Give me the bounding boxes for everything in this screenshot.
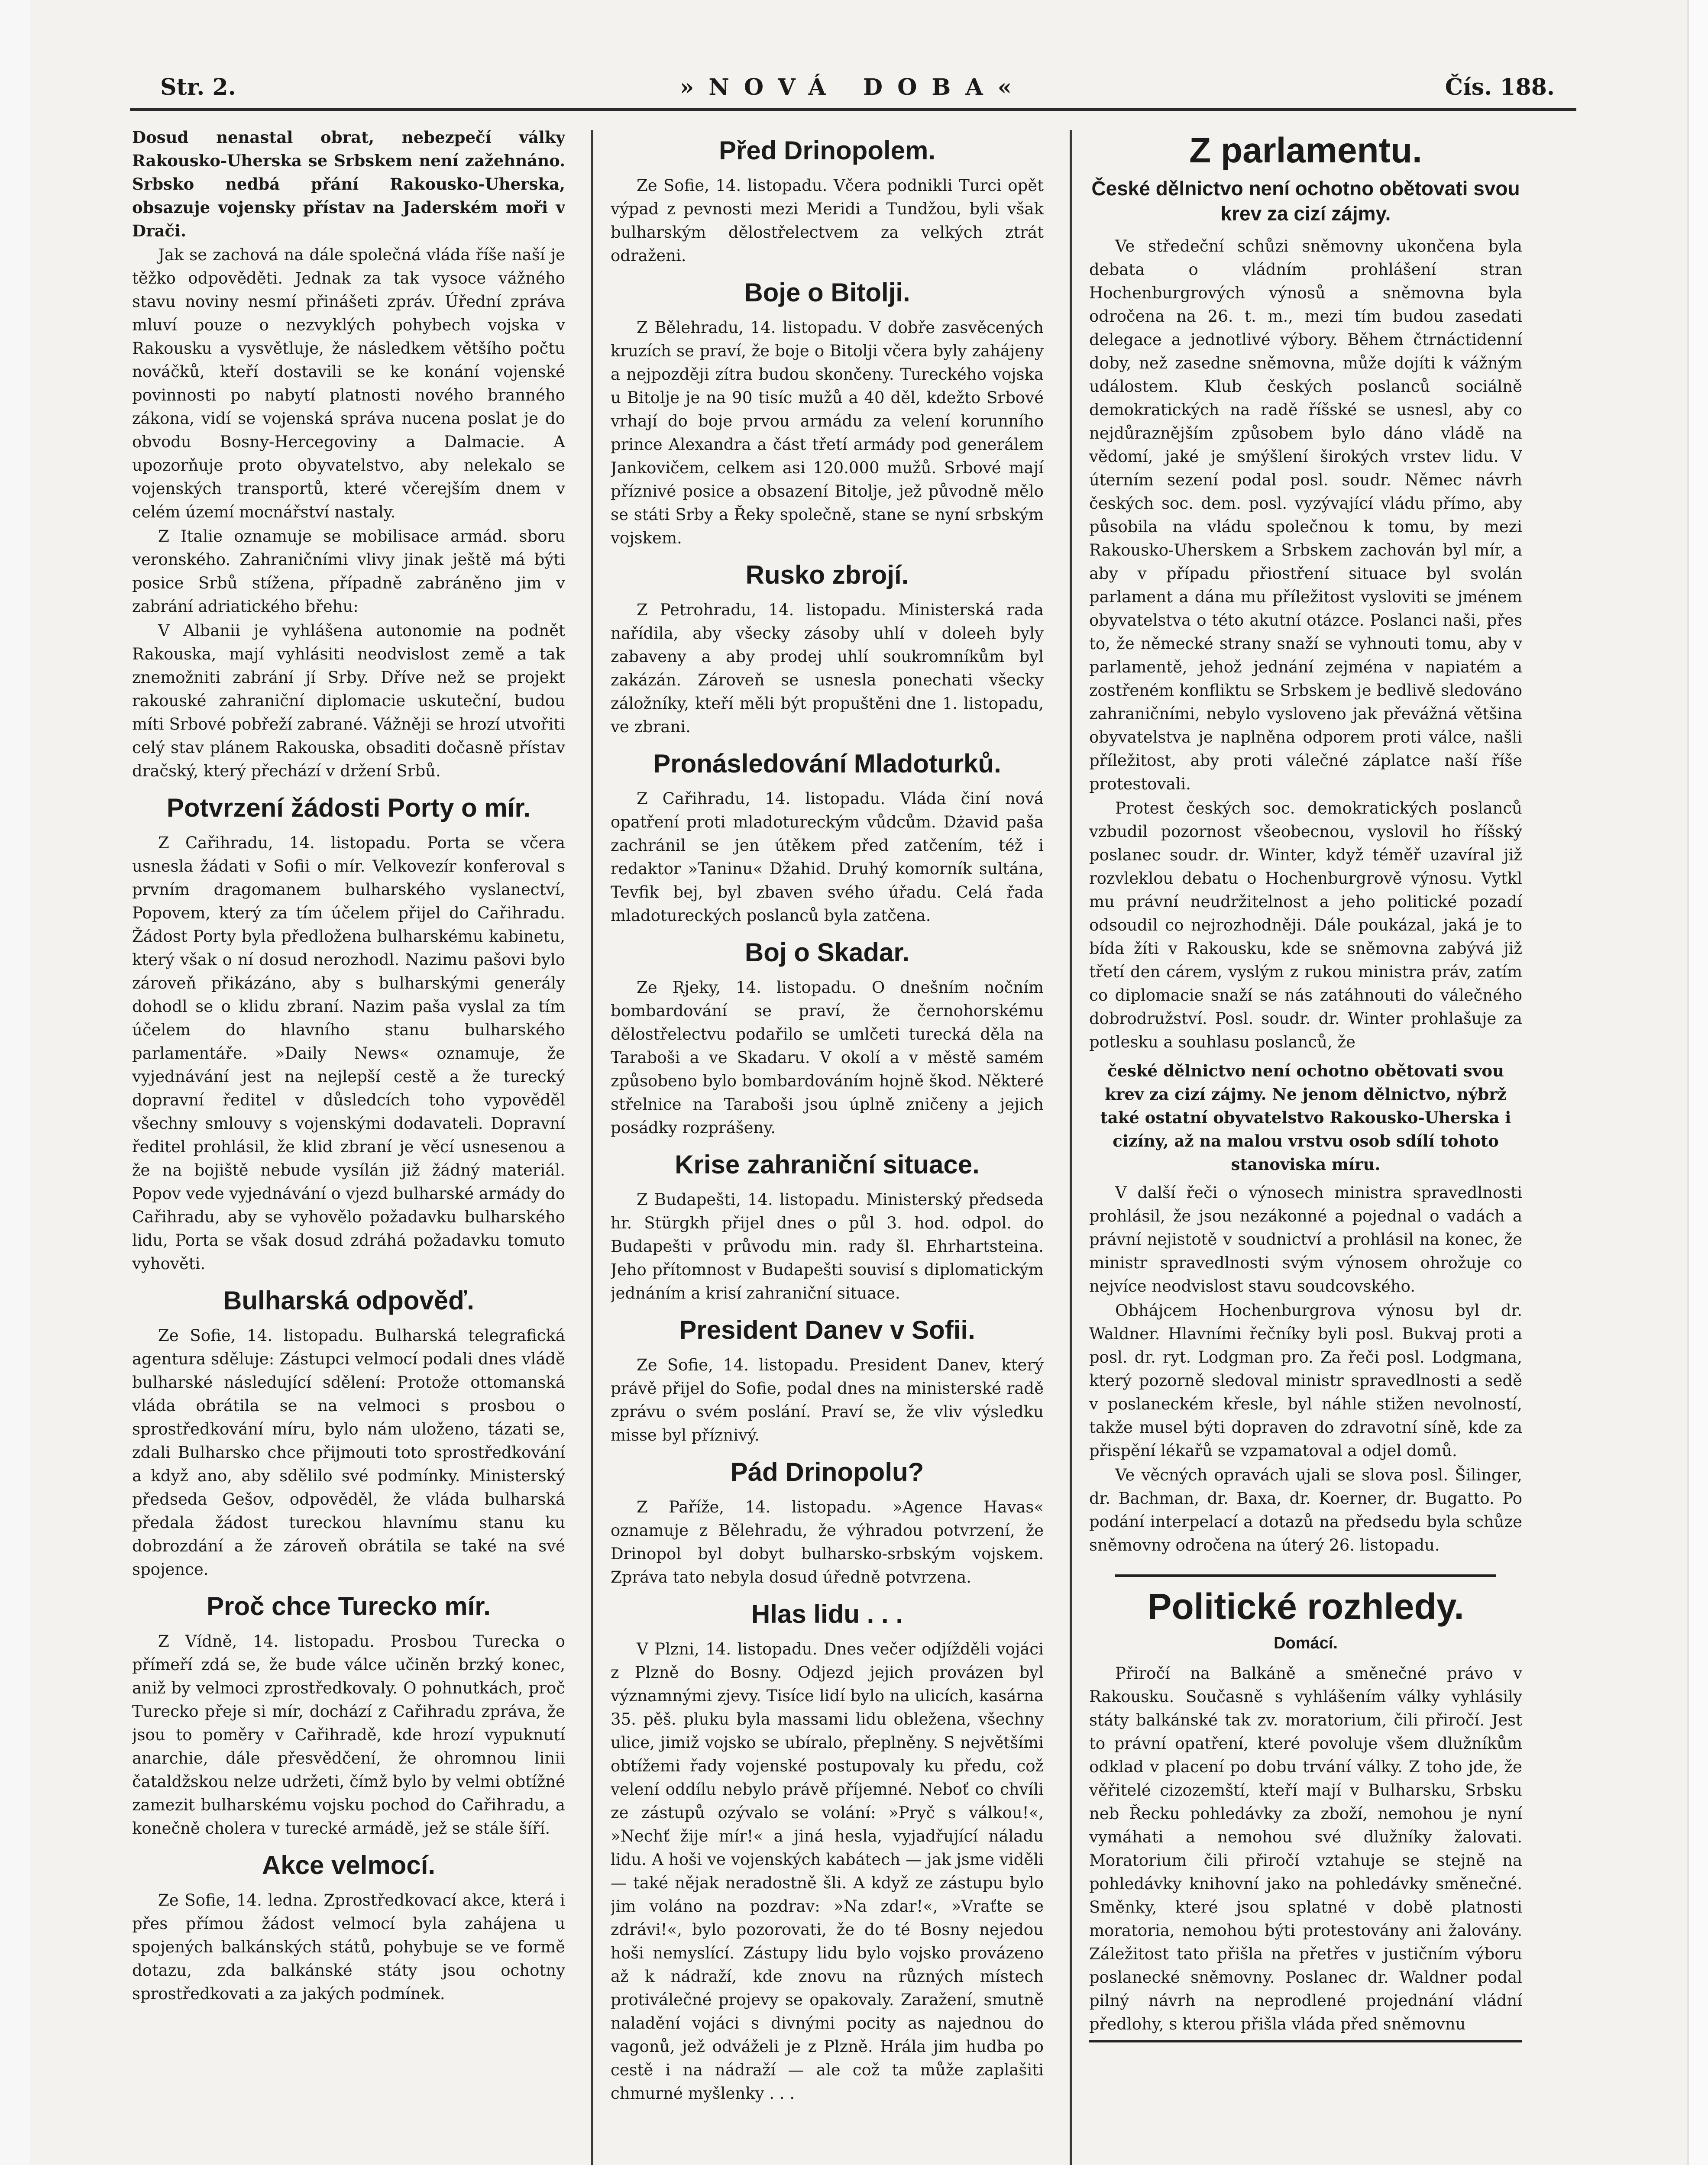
headline-hlas: Hlas lidu . . .	[751, 1600, 903, 1629]
issue-number: Čís. 188.	[1445, 74, 1555, 100]
article-paragraph: Obhájcem Hochenburgrova výnosu byl dr. Waldner. Hlavními řečníky byli posl. Bukvaj proti a posl. dr. ryt. Lodgman pro. Za řeči posl. Lodgmana, který pozorně sledoval ministr spravedlnosti a sedě v poslaneckém křesle, byl náhle stižen nevolností, takže musel býti dopraven do zdravotní síně, kde za přispění lékařů se vzpamatoval a odjel domů.	[1089, 1301, 1522, 1460]
headline-pad: Pád Drinopolu?	[730, 1457, 924, 1486]
article-paragraph: Z Vídně, 14. listopadu. Prosbou Turecka o přímeří zdá se, že bude válce učiněn brzký konec, aniž by velmoci zprostředkovaly. O pohnutkách, proč Turecko přeje si mír, dochází z Cařihradu zpráva, že jsou to poměry v Cařihradě, kde hrozí vypuknutí anarchie, dále přesvědčení, že ohromnou linii čataldžskou nelze udržeti, čímž bylo by velmi obtížné zamezit bulharskému vojsku pochod do Cařihradu, a konečně cholera v turecké armádě, jež se stále šíří.	[132, 1632, 565, 1838]
article-paragraph: V další řeči o výnosech ministra spravedlnosti prohlásil, že jsou nezákonné a pojednal o vadách a právní nejistotě v soudnictví a prohlásil na konec, že ministr spravedlnosti svým výnosem ohrožuje co nejvíce neodvislost stavu soudcovského.	[1089, 1183, 1522, 1296]
subheadline-domaci: Domácí.	[1274, 1634, 1338, 1652]
article-paragraph: Protest českých soc. demokratických poslanců vzbudil pozornost všeobecnou, vyslovil ho říšský poslanec soudr. dr. Winter, když téměř uzavíral již rozvleklou debatu o Hochenburgrově výnosu. Vytkl mu právní neudržitelnost a jeho politické pozadí odsoudil co nejrozhodněji. Dále poukázal, jaká je to bída žíti v Rakousku, kde se sněmovna zabývá již třetí den cárem, vyslým z rukou ministra práv, zatím co diplomacie snaží se nás zatáhnouti do válečného dobrodružství. Posl. soudr. dr. Winter prohlašuje za potlesku a souhlasu poslanců, že	[1089, 799, 1522, 1051]
article-paragraph: Z Cařihradu, 14. listopadu. Porta se včera usnesla žádati v Sofii o mír. Velkovezír konferoval s prvním dragomanem bulharského vyslanectví, Popovem, který za tím účelem přijel do Cařihradu. Žádost Porty byla předložena bulharskému kabinetu, který však o ní dosud nerozhodl. Nazimu pašovi bylo zároveň přikázáno, aby s bulharskými generály dohodl se o klidu zbraní. Nazim paša vyslal za tím účelem do hlavního stanu bulharského parlamentáře. »Daily News« oznamuje, že vyjednávání jest na nejlepší cestě a že turecký dopravní ředitel v důsledcích toho vypověděl všechny smlouvy s vojenskými dodavateli. Dopravní ředitel prohlásil, že klid zbraní je věcí usnesenou a že na bojiště nebude vysílán již žádný materiál. Popov vede vyjednávání o vjezd bulharské armády do Cařihradu, aby se vyhovělo požadavku bulharského lidu, Porta se však dosud zdráhá požadavku tomuto vyhověti.	[132, 834, 565, 1273]
headline-porty: Potvrzení žádosti Porty o mír.	[166, 793, 531, 822]
emphasized-paragraph: české dělnictvo není ochotno obětovati svou krev za cizí zájmy. Ne jenom dělnictvo, nýbrž také ostatní obyvatelstvo Rakousko-Uherska i cizíny, až na malou vrstvu osob sdílí tohoto stanoviska míru.	[1100, 1061, 1511, 1174]
article-paragraph: Z Italie oznamuje se mobilisace armád. sboru veronského. Zahraničními vlivy jinak ještě má býti posice Srbů stížena, případně zabráněno jim v zabrání adriatického břehu:	[132, 527, 565, 616]
article-paragraph: Z Budapešti, 14. listopadu. Ministerský předseda hr. Stürgkh přijel dnes o půl 3. hod. odpol. do Budapešti v průvodu min. rady šl. Ehrhartsteina. Jeho přítomnost v Budapešti souvisí s diplomatickým jednáním a krisí zahraniční situace.	[611, 1190, 1044, 1302]
headline-drinopol: Před Drinopolem.	[718, 136, 936, 165]
article-paragraph: Ve věcných opravách ujali se slova posl. Šilinger, dr. Bachman, dr. Baxa, dr. Koerner, dr. Bugatto. Po podání interpelací a dotazů na předsedu byla schůze sněmovny odročena na úterý 26. listopadu.	[1089, 1466, 1522, 1554]
article-paragraph: Přiročí na Balkáně a směnečné právo v Rakousku. Současně s vyhlášením války vyhlásily státy balkánské tak zv. moratorium, čili přiročí. Jest to právní opatření, které povoluje všem dlužníkům odklad v placení po dobu trvání války. Z toho jde, že věřitelé cizozemští, kteří mají v Bulharsku, Srbsku neb Řecku pohledávky za zboží, nemohou je nyní vymáhati a nemohou své dlužníky žalovati. Moratorium čili přiročí vztahuje se stejně na pohledávky knihovní jako na pohledávky směnečné. Směnky, které jsou splatné v době platnosti moratoria, nemohou býti protestovány ani žalovány. Záležitost tato přišla na přetřes v justičním výboru poslanecké sněmovny. Poslanec dr. Waldner podal pilný návrh na neprodlené projednání vládní předlohy, s kterou přišla vláda před sněmovnu	[1089, 1664, 1522, 2033]
page-header	[130, 61, 1576, 111]
headline-krise: Krise zahraniční situace.	[675, 1150, 980, 1179]
lead-paragraph: Dosud nenastal obrat, nebezpečí války Rakousko-Uherska se Srbskem není zažehnáno. Srbsko nedbá přání Rakousko-Uherska, obsazuje vojensky přístav na Jaderském moři v Drači.	[132, 128, 565, 240]
column-2	[611, 126, 1044, 2165]
article-paragraph: Ze Rjeky, 14. listopadu. O dnešním nočním bombardování se praví, že černohorskému dělostřelectvu podařilo se umlčeti turecká děla na Taraboši a ve Skadaru. V okolí a v městě samém způsobeno bylo bombardováním hojně škod. Některé střelnice na Taraboši jsou úplně zničeny a jejich posádky rozprášeny.	[611, 978, 1044, 1137]
column-3	[1089, 126, 1522, 2165]
headline-mladoturci: Pronásledování Mladoturků.	[653, 749, 1001, 778]
article-paragraph: Ze Sofie, 14. ledna. Zprostředkovací akce, která i přes přímou žádost velmocí byla zahájena u spojených balkánských států, pohybuje se ve formě dotazu, zda balkánské státy jsou ochotny sprostředkovati a za jakých podmínek.	[132, 1891, 565, 2003]
article-paragraph: Z Petrohradu, 14. listopadu. Ministerská rada nařídila, aby všecky zásoby uhlí v doleeh byly zabaveny a aby prodej uhlí soukromníkům byl zakázán. Zároveň se usnesla ponechati všecky záložníky, kteří měli být propuštěni dne 1. listopadu, ve zbrani.	[611, 601, 1044, 736]
headline-rusko: Rusko zbrojí.	[745, 560, 909, 589]
masthead-title: »NOVÁ DOBA«	[679, 74, 1027, 100]
article-paragraph: Z Bělehradu, 14. listopadu. V dobře zasvěcených kruzích se praví, že boje o Bitolji včera byly zahájeny a nejpozději zítra budou skončeny. Tureckého vojska u Bitolje je na 90 tisíc mužů a 40 děl, kdežto Srbové vrhají do boje prvou armádu za velení korunního prince Alexandra a část třetí armády pod generálem Jankovičem, celkem asi 120.000 mužů. Srbové mají příznivé posice a obsazení Bitolje, jež původně mělo se státi Srby a Řeky společně, stane se nyní srbským vojskem.	[611, 318, 1044, 547]
column-end-rule	[1089, 2040, 1522, 2042]
headline-bitolj: Boje o Bitolji.	[744, 278, 910, 307]
column-divider-2	[1070, 130, 1072, 2165]
article-paragraph: Jak se zachová na dále společná vláda říše naší je těžko odpověděti. Jednak za tak vysoce vážného stavu noviny nesmí přinášeti zpráv. Úřední zpráva mluví pouze o nezvyklých pohybech vojska v Rakousku a vysvětluje, že následkem většího počtu nováčků, kteří dostavili se ke konání vojenské povinnosti po nabytí platnosti nového branného zákona, vidí se vojenská správa nucena poslat je do obvodu Bosny-Hercegoviny a Dalmacie. A upozorňuje proto obyvatelstvo, aby nelekalo se vojenských transportů, které včerejším dnem v celém území mocnářství nastaly.	[132, 246, 565, 521]
page-number: Str. 2.	[160, 74, 236, 100]
article-paragraph: Ze Sofie, 14. listopadu. Včera podnikli Turci opět výpad z pevnosti mezi Meridi a Tundžou, byli však bulharským dělostřelectvem za velkých ztrát odraženi.	[611, 176, 1044, 265]
subheadline-parlament: České dělnictvo není ochotno obětovati svou krev za cizí zájmy.	[1091, 177, 1520, 225]
article-paragraph: V Albanii je vyhlášena autonomie na podnět Rakouska, mají vyhlásiti neodvislost země a tak znemožniti zabrání jí Srby. Dříve než se projekt rakouské zahraniční diplomacie uskuteční, budou míti Srbové pobřeží zabrané. Vážněji se hrozí utvořiti celý stav plánem Rakouska, obsaditi dočasně přístav dračský, který přechází v držení Srbů.	[132, 621, 565, 780]
article-paragraph: V Plzni, 14. listopadu. Dnes večer odjížděli vojáci z Plzně do Bosny. Odjezd jejich provázen byl významnými zjevy. Tisíce lidí bylo na ulicích, kasárna 35. pěš. pluku byla massami lidu obležena, všechny ulice, jimiž vojsko se ubíralo, přeplněny. S největšími obtížemi řady vojenské postupovaly ku předu, což velení oddílu nebylo právě příjemné. Neboť co chvíli ze zástupů ozývalo se volání: »Pryč s válkou!«, »Nechť žije mír!« a jiná hesla, vyjadřující náladu lidu. A hoši ve vojenských kabátech — jak jsme viděli — také nějak neradostně šli. A když ze zástupu bylo jim voláno na pozdrav: »Na zdar!«, »Vraťte se zdrávi!«, bylo pozorovati, že do té Bosny nejedou hoši nemyslící. Zástupy lidu bylo vojsko provázeno až k nádraží, kde znovu na různých místech protiválečné projevy se opakovaly. Zaražení, smutně naladění vojáci s divnými pocity as najednou do vagonů, jež odváželi je z Plzně. Hrála jim hudba po cestě i na nádraží — ale což ta může zaplašiti chmurné myšlenky . . .	[611, 1640, 1044, 2103]
article-paragraph: Ve středeční schůzi sněmovny ukončena byla debata o vládním prohlášení stran Hochenburgrových výnosů a sněmovna byla odročena na 26. t. m., mezi tím budou zasedati delegace a jednotlivé výbory. Během čtrnáctidenní doby, než zasedne sněmovna, může dojíti k vážným událostem. Klub českých poslanců sociálně demokratických na radě říšské se usnesl, aby co nejdůraznějším způsobem bylo dáno vládě na vědomí, jaké je smýšlení širokých vrstev lidu. V úterním sezení podal posl. soudr. Němec návrh českých soc. dem. posl. vyzývající vládu přímo, aby působila na vládu společnou k tomu, by mezi Rakousko-Uherskem a Srbskem zachován byl mír, a aby v případu přiostření situace byl svolán parlament a dána mu příležitost vysloviti se jménem obyvatelstva o této akutní otázce. Poslanci naši, přes to, že německé strany snaží se vyhnouti tomu, aby v parlamentě, jehož jednání zejména v napiatém a zostřeném konfliktu se Srbskem je bedlivě sledováno zahraničními, nebylo vysloveno jak převážná většina obyvatelstva je naplněna odporem proti válce, našli příležitost, aby proti válečné záplatce naší říše protestovali.	[1089, 237, 1522, 793]
headline-skadar: Boj o Skadar.	[744, 938, 910, 967]
headline-proc: Proč chce Turecko mír.	[207, 1592, 491, 1621]
article-paragraph: Ze Sofie, 14. listopadu. President Danev, který právě přijel do Sofie, podal dnes na ministerské radě zprávu o svém poslání. Praví se, že vliv výsledku misse byl příznivý.	[611, 1356, 1044, 1444]
headline-bulharska: Bulharská odpověď.	[223, 1286, 474, 1315]
headline-rozhledy: Politické rozhledy.	[1115, 1574, 1496, 1627]
headline-akce: Akce velmocí.	[262, 1851, 436, 1880]
article-paragraph: Ze Sofie, 14. listopadu. Bulharská telegrafická agentura sděluje: Zástupci velmocí podali dnes vládě bulharské následující sdělení: Protože ottomanská vláda obrátila se na velmoci s prosbou o sprostředkování míru, bylo nám uloženo, tázati se, zdali Bulharsko chce přijmouti toto sprostředkování a když ano, aby sdělilo své podmínky. Ministerský předseda Gešov, odpověděl, že vláda bulharská předala žádost tureckou hlavnímu stanu ku dobrozdání a že zároveň obrátila se také na své spojence.	[132, 1326, 565, 1579]
scan-edge-right	[1687, 0, 1708, 2165]
column-1	[132, 126, 565, 2165]
scan-edge-left	[0, 0, 30, 2165]
headline-parlament: Z parlamentu.	[1189, 131, 1422, 170]
headline-danev: President Danev v Sofii.	[679, 1315, 975, 1344]
article-paragraph: Z Paříže, 14. listopadu. »Agence Havas« oznamuje z Bělehradu, že výhradou potvrzení, že Drinopol byl dobyt bulharsko-srbským vojskem. Zpráva tato nebyla dosud úředně potvrzena.	[611, 1498, 1044, 1587]
column-divider-1	[591, 130, 593, 2165]
article-paragraph: Z Cařihradu, 14. listopadu. Vláda činí nová opatření proti mladotureckým vůdcům. Dżavid paša zachránil se jen útěkem před zatčením, též i redaktor »Taninu« Džahid. Druhý komorník sultána, Tevfik bej, byl zbaven svého úřadu. Celá řada mladotureckých poslanců byla zatčena.	[611, 789, 1044, 925]
